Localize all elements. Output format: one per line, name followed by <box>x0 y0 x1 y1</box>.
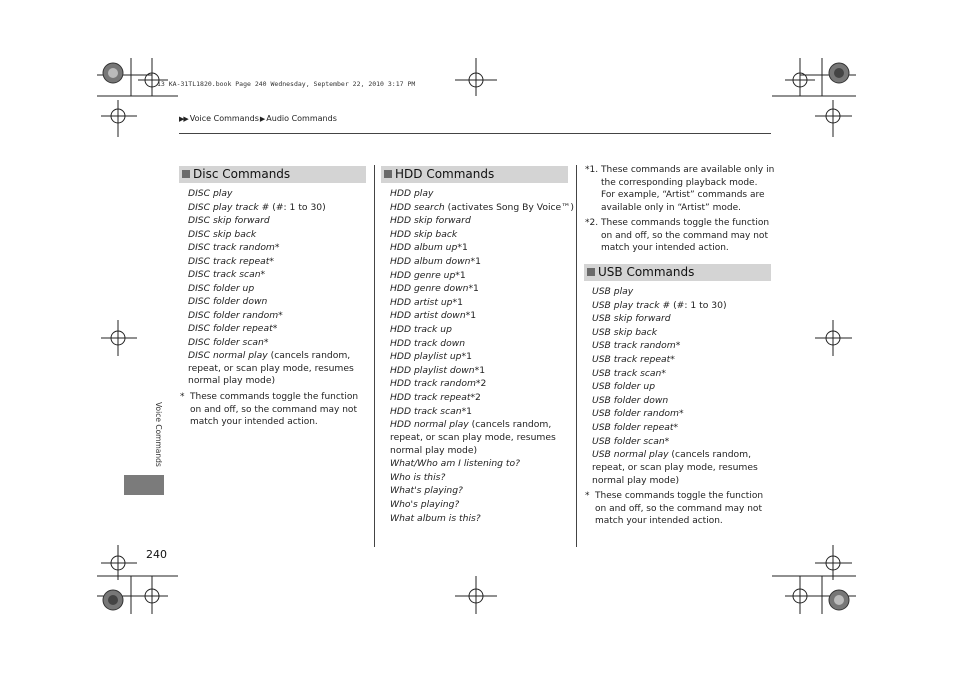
square-bullet-icon <box>587 268 595 276</box>
list-item: HDD album down*1 <box>390 256 481 267</box>
arrow-icon: ▶ <box>259 115 265 123</box>
list-item: What/Who am I listening to? <box>390 458 521 470</box>
list-item: HDD skip forward <box>390 215 471 227</box>
footnote-text: These commands are available only in <box>601 165 775 175</box>
list-item: USB folder down <box>592 394 669 406</box>
column-divider <box>576 165 577 547</box>
list-item-continuation: normal play mode) <box>592 474 680 486</box>
footnote-text: the corresponding playback mode. <box>601 177 758 188</box>
chapter-tab[interactable] <box>124 475 164 495</box>
footnote-marker: *1. <box>585 165 599 175</box>
section-title: Disc Commands <box>193 167 291 181</box>
list-item: HDD track random*2 <box>390 378 487 390</box>
list-item: What album is this? <box>390 512 481 524</box>
footnote-text: available only in “Artist” mode. <box>601 202 741 213</box>
square-bullet-icon <box>384 170 392 178</box>
list-item: USB folder scan* <box>592 435 670 447</box>
page-number: 240 <box>146 548 167 561</box>
footnote-marker: *2. <box>585 218 599 228</box>
list-item: DISC skip back <box>188 228 257 240</box>
list-item: USB skip forward <box>592 313 671 325</box>
column-divider <box>374 165 375 547</box>
footnote-text: These commands toggle the function <box>190 392 359 402</box>
list-item: HDD skip back <box>390 228 458 240</box>
list-item-continuation: repeat, or scan play mode, resumes <box>592 461 758 473</box>
list-item-normal-play: DISC normal play (cancels random, <box>188 350 351 361</box>
section-heading-hdd <box>381 166 568 183</box>
footnote-text: These commands toggle the function <box>595 491 764 501</box>
footnote-text: on and off, so the command may not <box>601 230 768 241</box>
list-item: Who is this? <box>390 471 446 483</box>
list-item: HDD play <box>390 188 434 199</box>
square-bullet-icon <box>182 170 190 178</box>
list-item: USB track repeat* <box>592 354 675 365</box>
section-heading-usb <box>584 264 771 281</box>
list-item-normal-play: HDD normal play (cancels random, <box>390 419 552 431</box>
list-item-continuation: repeat, or scan play mode, resumes <box>188 362 354 374</box>
breadcrumb-item[interactable]: Audio Commands <box>266 114 337 123</box>
list-item: HDD album up*1 <box>390 242 468 254</box>
list-item-normal-play: USB normal play (cancels random, <box>592 449 752 461</box>
list-item: DISC track scan* <box>188 269 266 280</box>
list-item: HDD track up <box>390 324 452 335</box>
list-item: DISC folder scan* <box>188 336 269 348</box>
footnote-text: These commands toggle the function <box>601 218 770 228</box>
list-item-continuation: normal play mode) <box>390 444 478 456</box>
list-item: HDD artist up*1 <box>390 296 463 308</box>
list-item: HDD search (activates Song By Voice™) <box>390 201 574 213</box>
list-item: DISC folder up <box>188 282 255 294</box>
footnote-text: match your intended action. <box>601 243 729 254</box>
list-item: HDD genre down*1 <box>390 283 479 295</box>
list-item: HDD artist down*1 <box>390 310 477 322</box>
list-item: HDD track down <box>390 337 466 349</box>
list-item-continuation: normal play mode) <box>188 375 276 387</box>
list-item: HDD playlist down*1 <box>390 364 486 376</box>
footnote-marker: * <box>180 392 185 402</box>
footnote-text: match your intended action. <box>190 417 318 428</box>
double-arrow-icon: ▶▶ <box>179 115 188 123</box>
list-item: USB play <box>592 286 634 297</box>
footnote-text: on and off, so the command may not <box>595 503 762 514</box>
list-item-continuation: repeat, or scan play mode, resumes <box>390 431 556 443</box>
list-item: DISC play <box>188 188 233 199</box>
footnote-text: match your intended action. <box>595 516 723 527</box>
list-item: What's playing? <box>390 485 463 497</box>
section-title: HDD Commands <box>395 167 495 181</box>
section-title: USB Commands <box>598 265 695 279</box>
list-item: DISC track random* <box>188 242 280 253</box>
list-item: DISC folder random* <box>188 309 283 321</box>
section-heading-disc <box>179 166 366 183</box>
list-item: DISC play track # (#: 1 to 30) <box>188 201 326 213</box>
print-file-header: 13 KA-31TL1820.book Page 240 Wednesday, September 22, 2010 3:17 PM <box>157 80 416 88</box>
list-item: DISC track repeat* <box>188 255 274 267</box>
header-rule <box>179 133 771 134</box>
list-item: HDD playlist up*1 <box>390 351 472 363</box>
list-item: USB track scan* <box>592 367 666 379</box>
side-chapter-label: Voice Commands <box>154 402 163 467</box>
list-item: HDD genre up*1 <box>390 269 466 281</box>
list-item: USB folder up <box>592 381 656 393</box>
breadcrumb-item[interactable]: Voice Commands <box>189 114 259 123</box>
footnote-text: on and off, so the command may not <box>190 404 357 415</box>
list-item: DISC folder repeat* <box>188 323 278 334</box>
footnote-text: For example, “Artist” commands are <box>601 190 765 201</box>
list-item: USB folder random* <box>592 408 684 420</box>
list-item: HDD track scan*1 <box>390 405 473 417</box>
list-item: USB skip back <box>592 326 658 338</box>
list-item: Who's playing? <box>390 499 460 510</box>
list-item: USB folder repeat* <box>592 422 679 433</box>
footnote-marker: * <box>585 491 590 501</box>
list-item: USB track random* <box>592 340 681 352</box>
breadcrumb <box>179 114 337 123</box>
list-item: HDD track repeat*2 <box>390 392 481 403</box>
list-item: DISC folder down <box>188 296 268 307</box>
list-item: USB play track # (#: 1 to 30) <box>592 299 727 311</box>
list-item: DISC skip forward <box>188 215 270 226</box>
